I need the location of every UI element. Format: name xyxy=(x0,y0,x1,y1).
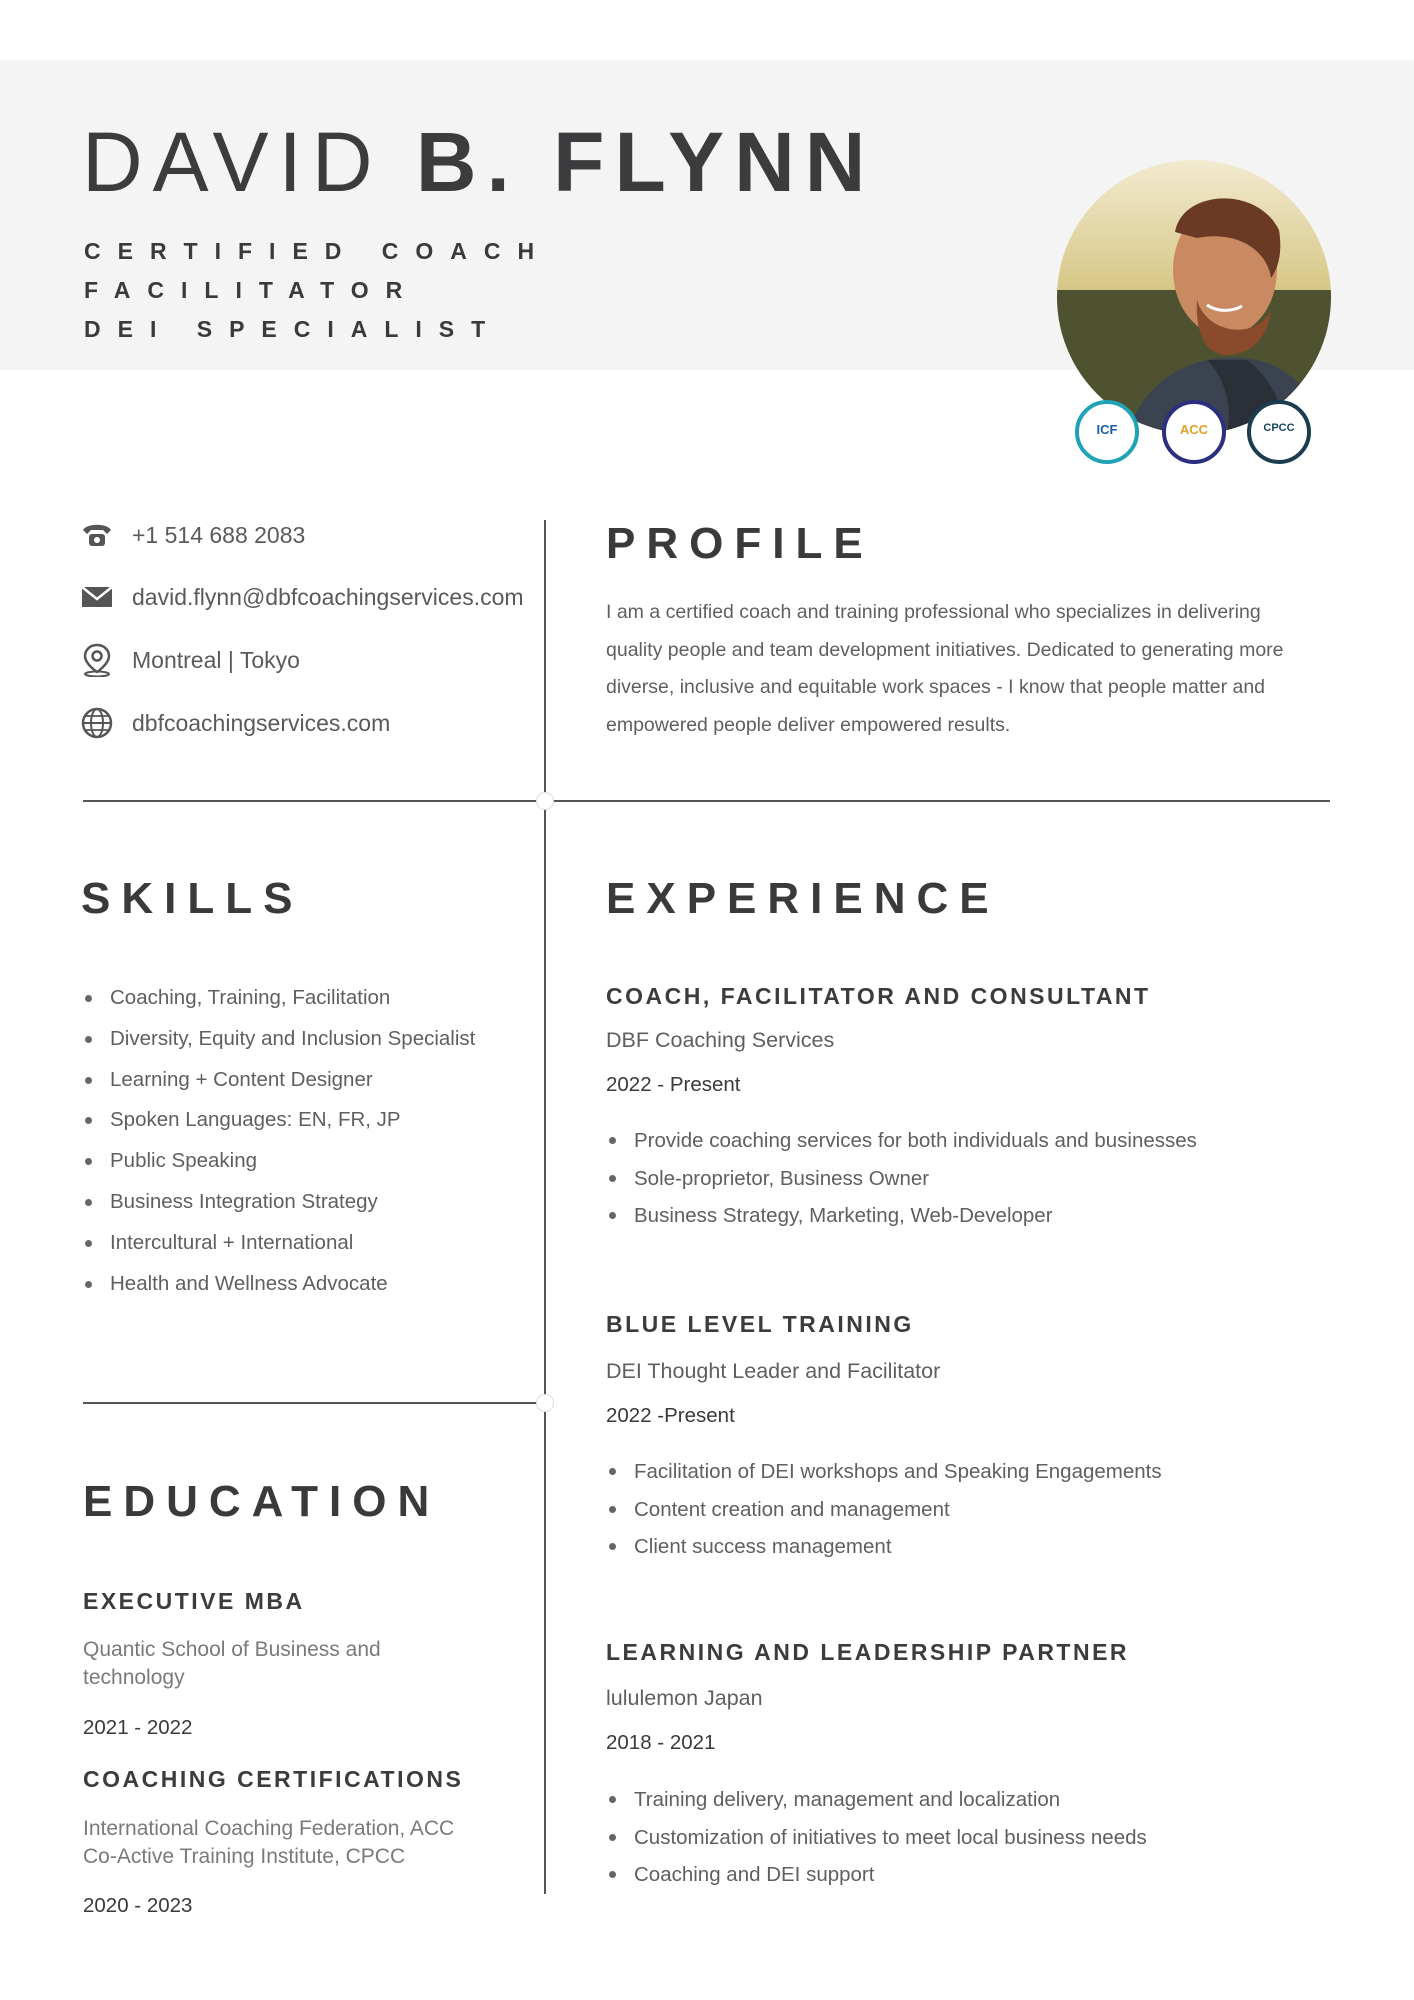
job-bullets xyxy=(606,1122,1197,1235)
phone-icon xyxy=(80,518,114,552)
phone-number[interactable]: +1 514 688 2083 xyxy=(132,521,306,548)
skills-list xyxy=(82,978,475,1304)
website-link[interactable]: dbfcoachingservices.com xyxy=(132,709,391,736)
full-name xyxy=(82,115,876,209)
profile-line: empowered people deliver empowered results. xyxy=(606,713,1011,736)
icf-member-badge-icon: ICF xyxy=(1075,400,1139,464)
contact-email xyxy=(80,577,524,617)
job-company: DBF Coaching Services xyxy=(606,1028,835,1052)
job-dates: 2022 - Present xyxy=(606,1073,741,1096)
job-title: BLUE LEVEL TRAINING xyxy=(606,1311,914,1337)
list-item: Sole-proprietor, Business Owner xyxy=(606,1160,1197,1198)
horizontal-divider xyxy=(83,1402,545,1404)
job-titles xyxy=(84,232,551,349)
education-heading: EDUCATION xyxy=(83,1477,441,1526)
education-degree: COACHING CERTIFICATIONS xyxy=(83,1766,464,1792)
divider-node xyxy=(536,1394,554,1412)
job-bullets xyxy=(606,1781,1147,1894)
school-line: technology xyxy=(83,1666,185,1689)
contact-website xyxy=(80,703,390,743)
list-item: Training delivery, management and localization xyxy=(606,1781,1147,1819)
education-dates: 2021 - 2022 xyxy=(83,1716,193,1739)
list-item: Client success management xyxy=(606,1528,1162,1566)
list-item: Business Integration Strategy xyxy=(82,1182,475,1223)
first-name: DAVID xyxy=(82,115,383,209)
education-school xyxy=(83,1815,454,1871)
list-item: Diversity, Equity and Inclusion Specialist xyxy=(82,1019,475,1060)
list-item: Customization of initiatives to meet local business needs xyxy=(606,1819,1147,1857)
cpcc-badge-icon: CPCC xyxy=(1247,400,1311,464)
title-line: CERTIFIED COACH xyxy=(84,238,552,264)
education-school xyxy=(83,1636,381,1692)
job-title: LEARNING AND LEADERSHIP PARTNER xyxy=(606,1639,1130,1665)
horizontal-divider xyxy=(83,800,1330,802)
list-item: Provide coaching services for both individuals and businesses xyxy=(606,1122,1197,1160)
profile-heading: PROFILE xyxy=(606,519,874,568)
list-item: Coaching and DEI support xyxy=(606,1856,1147,1894)
job-company: lululemon Japan xyxy=(606,1686,763,1710)
divider-node xyxy=(536,792,554,810)
location-text: Montreal | Tokyo xyxy=(132,646,300,673)
list-item: Learning + Content Designer xyxy=(82,1060,475,1101)
contact-location xyxy=(80,640,300,680)
profile-line: I am a certified coach and training professional who specializes in delivering xyxy=(606,601,1261,623)
job-dates: 2018 - 2021 xyxy=(606,1731,716,1754)
vertical-divider xyxy=(544,520,546,1894)
profile-photo xyxy=(1057,160,1331,434)
title-line: FACILITATOR xyxy=(84,277,420,303)
list-item: Content creation and management xyxy=(606,1491,1162,1529)
list-item: Business Strategy, Marketing, Web-Developer xyxy=(606,1197,1197,1235)
job-bullets xyxy=(606,1453,1162,1566)
list-item: Public Speaking xyxy=(82,1141,475,1182)
education-degree: EXECUTIVE MBA xyxy=(83,1588,305,1614)
list-item: Spoken Languages: EN, FR, JP xyxy=(82,1100,475,1141)
list-item: Intercultural + International xyxy=(82,1223,475,1264)
email-address[interactable]: david.flynn@dbfcoachingservices.com xyxy=(132,583,524,610)
skills-heading: SKILLS xyxy=(81,874,304,923)
job-company: DEI Thought Leader and Facilitator xyxy=(606,1359,941,1383)
profile-line: quality people and team development initiatives. Dedicated to generating more xyxy=(606,638,1284,661)
experience-heading: EXPERIENCE xyxy=(606,874,1000,923)
job-dates: 2022 -Present xyxy=(606,1404,735,1427)
profile-line: diverse, inclusive and equitable work spaces - I know that people matter and xyxy=(606,676,1266,698)
list-item: Health and Wellness Advocate xyxy=(82,1264,475,1305)
school-line: Quantic School of Business and xyxy=(83,1638,381,1661)
contact-phone xyxy=(80,515,305,555)
profile-summary xyxy=(606,594,1356,744)
list-item: Facilitation of DEI workshops and Speaking Engagements xyxy=(606,1453,1162,1491)
acc-badge-icon: ACC xyxy=(1162,400,1226,464)
location-pin-icon xyxy=(80,643,114,677)
school-line: International Coaching Federation, ACC xyxy=(83,1817,455,1840)
job-title: COACH, FACILITATOR AND CONSULTANT xyxy=(606,983,1151,1009)
last-name: B. FLYNN xyxy=(415,115,876,209)
list-item: Coaching, Training, Facilitation xyxy=(82,978,475,1019)
school-line: Co-Active Training Institute, CPCC xyxy=(83,1845,406,1868)
education-dates: 2020 - 2023 xyxy=(83,1894,193,1917)
globe-icon xyxy=(80,706,114,740)
mail-icon xyxy=(80,580,114,614)
title-line: DEI SPECIALIST xyxy=(84,316,503,342)
